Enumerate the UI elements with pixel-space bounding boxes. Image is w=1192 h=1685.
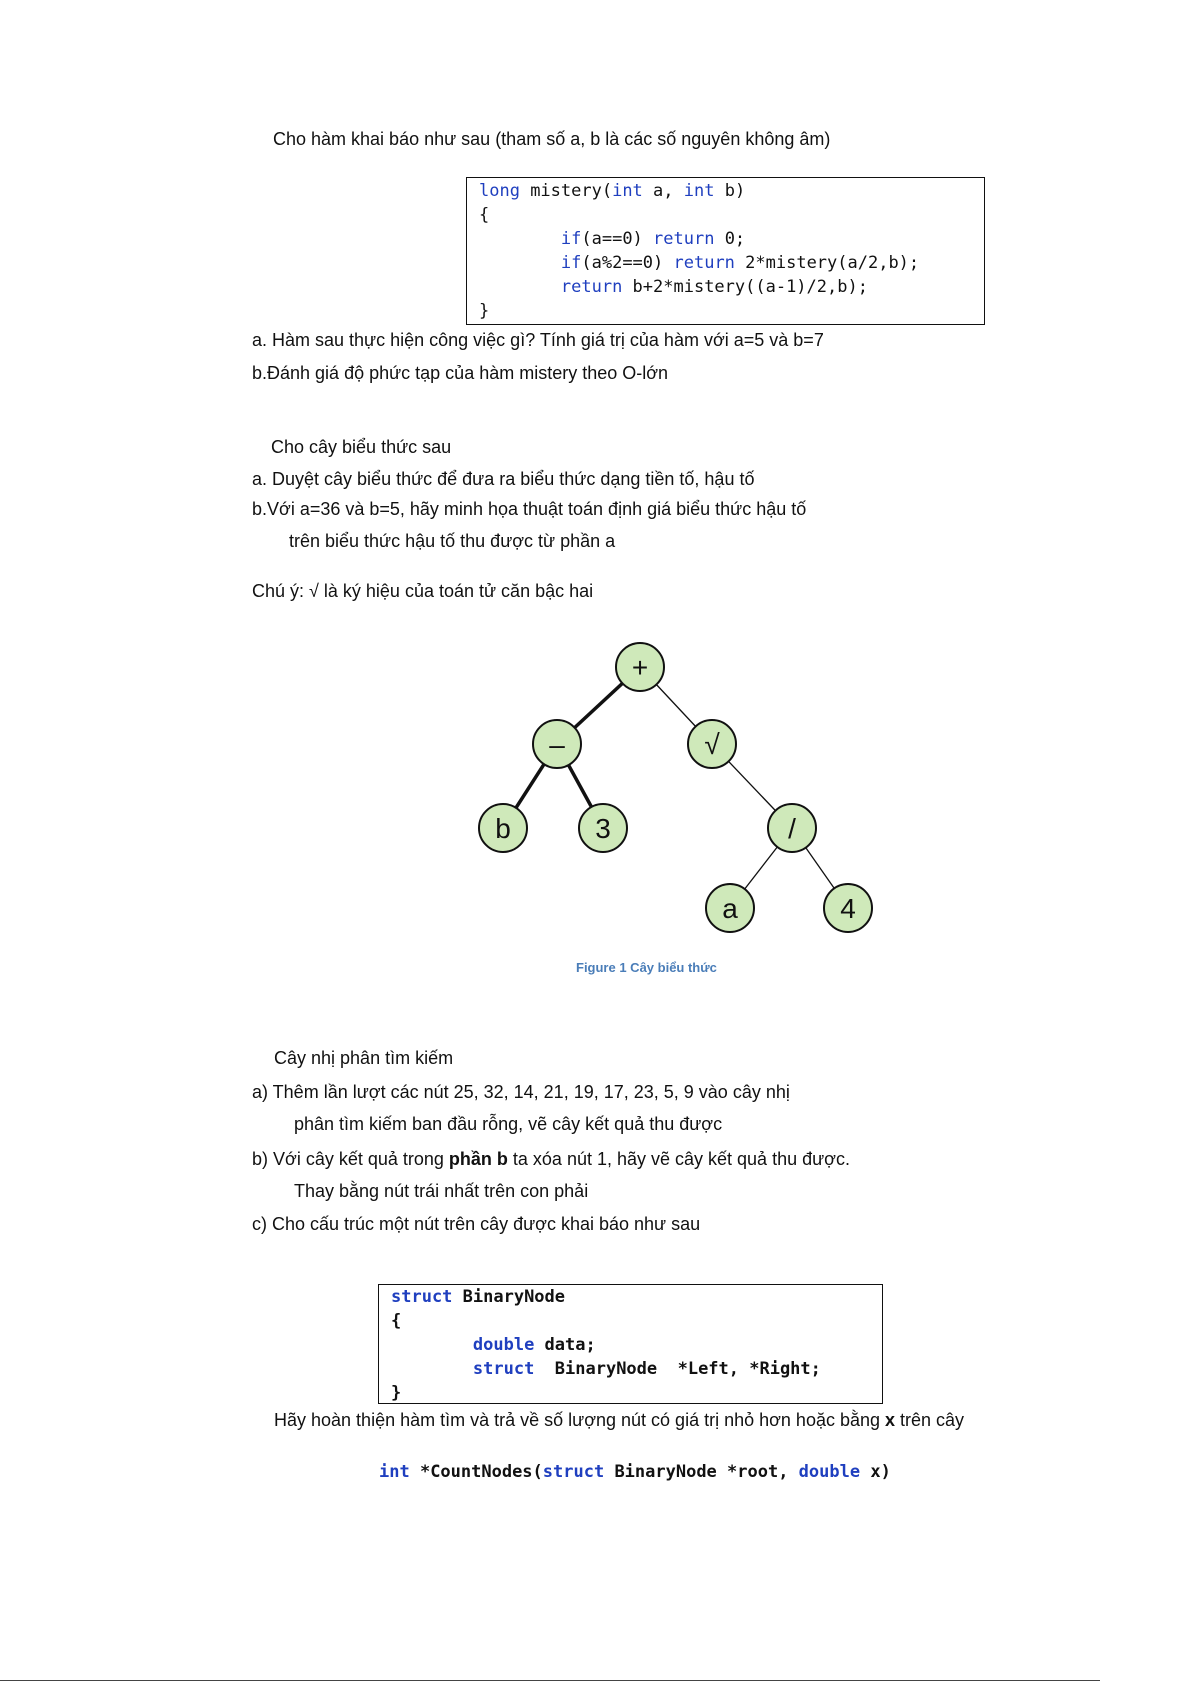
expression-tree (0, 630, 1192, 960)
node-minus-label: – (549, 729, 565, 760)
section3-question-a-line1: a) Thêm lần lượt các nút 25, 32, 14, 21, 19, 17, 23, 5, 9 vào cây nhị (252, 1082, 790, 1102)
section1-intro: Cho hàm khai báo như sau (tham số a, b là các số nguyên không âm) (273, 129, 831, 149)
mistery-code-line-1: long mistery(int a, int b) (479, 181, 746, 201)
mistery-code-line-3: if(a==0) return 0; (560, 229, 746, 249)
section3-task (274, 1409, 964, 1431)
node-plus-label: + (631, 652, 649, 683)
section2-note: Chú ý: √ là ký hiệu của toán tử căn bậc hai (252, 581, 594, 601)
footer-rule (0, 1680, 1100, 1681)
node-a-label: a (722, 893, 738, 924)
struct-code-line-2: { (391, 1311, 402, 1331)
mistery-code-line-6: } (479, 301, 490, 321)
section3-intro: Cây nhị phân tìm kiếm (274, 1048, 454, 1068)
node-3-label: 3 (595, 813, 611, 844)
struct-code-line-3: double data; (472, 1335, 596, 1355)
struct-code-line-4: struct BinaryNode *Left, *Right; (472, 1359, 821, 1379)
section3-question-c: c) Cho cấu trúc một nút trên cây được khai báo như sau (252, 1214, 701, 1234)
section2-question-b-line2: trên biểu thức hậu tố thu được từ phần a (289, 531, 616, 551)
node-div-label: / (788, 813, 796, 844)
section3-question-a-line2: phân tìm kiếm ban đầu rỗng, vẽ cây kết quả thu được (294, 1114, 723, 1134)
section3-question-b-line2: Thay bằng nút trái nhất trên con phải (294, 1181, 589, 1201)
task-text-pre: Hãy hoàn thiện hàm tìm và trả về số lượng nút có giá trị nhỏ hơn hoặc bằng (274, 1410, 886, 1430)
section3-question-b-line1 (252, 1148, 850, 1170)
mistery-code-line-2: { (479, 205, 490, 225)
task-text-bold: x (885, 1410, 896, 1430)
section2-question-a: a. Duyệt cây biểu thức để đưa ra biểu thức dạng tiền tố, hậu tố (252, 469, 755, 489)
mistery-code-line-5: return b+2*mistery((a-1)/2,b); (560, 277, 868, 297)
section2-question-b-line1: b.Với a=36 và b=5, hãy minh họa thuật toán định giá biểu thức hậu tố (252, 499, 807, 519)
node-sqrt-label: √ (704, 729, 720, 760)
figure-caption: Figure 1 Cây biểu thức (576, 960, 717, 975)
question-b-text-bold: phần b (448, 1149, 508, 1169)
section2-intro: Cho cây biểu thức sau (271, 437, 452, 457)
mistery-code-line-4: if(a%2==0) return 2*mistery(a/2,b); (560, 253, 920, 273)
question-b-text-pre: b) Với cây kết quả trong (252, 1149, 449, 1169)
count-nodes-signature: int *CountNodes(struct BinaryNode *root, double x) (379, 1462, 891, 1482)
section1-question-b: b.Đánh giá độ phức tạp của hàm mistery theo O-lớn (252, 363, 669, 383)
task-text-post: trên cây (895, 1410, 965, 1430)
section1-question-a: a. Hàm sau thực hiện công việc gì? Tính giá trị của hàm với a=5 và b=7 (252, 330, 824, 350)
node-4-label: 4 (840, 893, 856, 924)
struct-code-line-5: } (391, 1383, 402, 1403)
node-b-label: b (495, 813, 511, 844)
struct-code-line-1: struct BinaryNode (391, 1287, 566, 1307)
question-b-text-post: ta xóa nút 1, hãy vẽ cây kết quả thu được. (507, 1149, 850, 1169)
